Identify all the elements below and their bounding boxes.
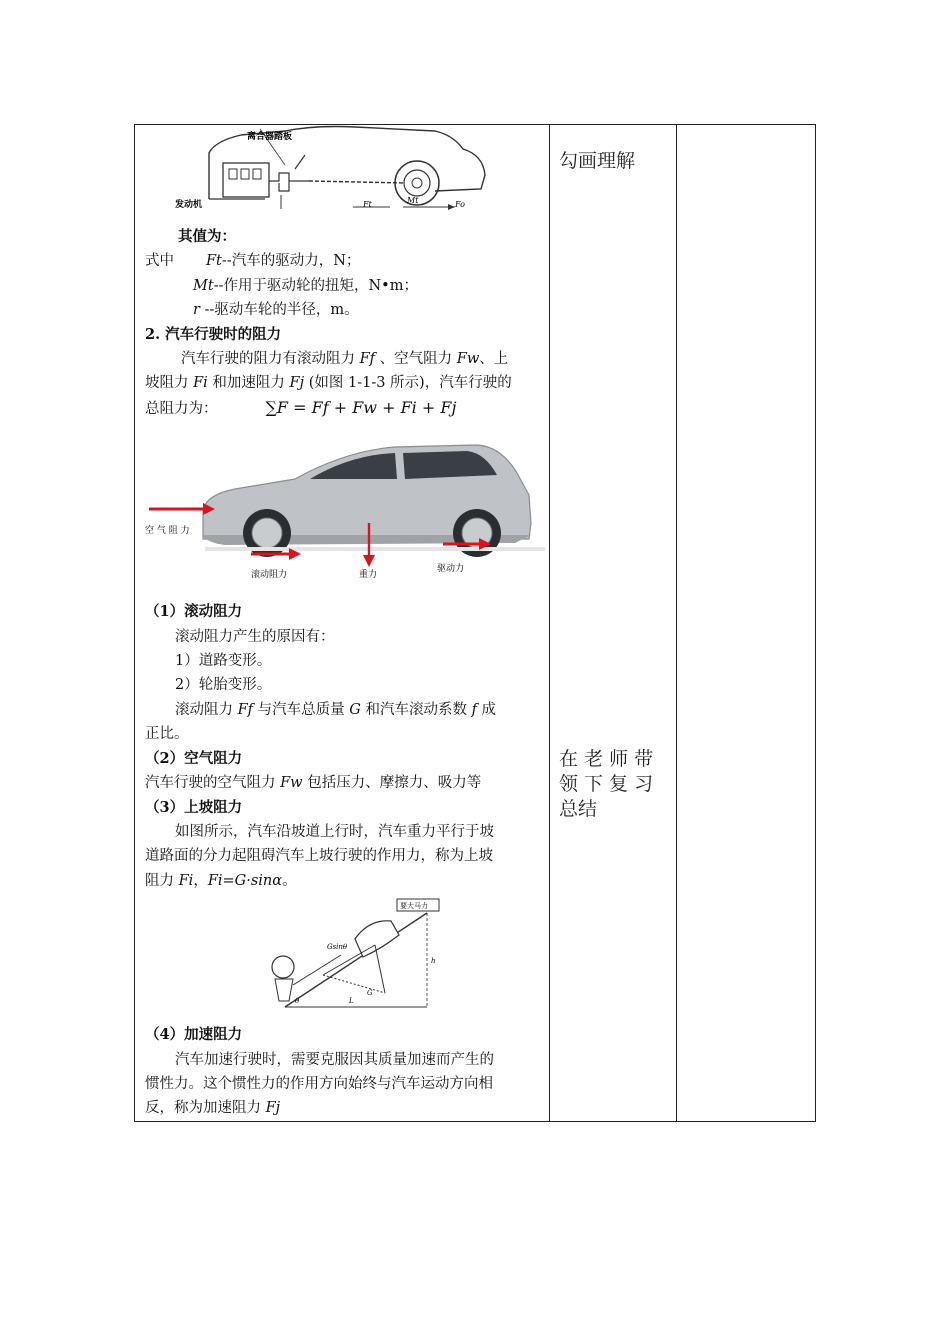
r-description: --驱动车轮的半径，m。 <box>199 302 359 319</box>
text-span: 和汽车滚动系数 <box>360 701 472 718</box>
total-resistance-formula: ∑F = Ff + Fw + Fi + Fj <box>265 397 457 417</box>
engine-label: 发动机 <box>175 200 203 210</box>
drivetrain-diagram <box>145 125 545 217</box>
text-span: 与汽车总质量 <box>253 701 350 718</box>
side-note-review <box>559 747 653 822</box>
side-note-line: 领 下 复 习 <box>559 773 654 795</box>
r-symbol: r <box>193 302 200 319</box>
side-note-line: 总结 <box>559 798 598 820</box>
para1-line1 <box>145 347 543 371</box>
where-prefix: 式中 <box>145 253 174 270</box>
r-definition <box>145 298 543 322</box>
sub4-line1: 汽车加速行驶时，需要克服因其质量加速而产生的 <box>175 1051 494 1068</box>
lesson-table <box>134 124 816 1122</box>
column-divider <box>676 125 677 1121</box>
content-column <box>145 125 543 1121</box>
values-heading: 其值为： <box>178 228 236 245</box>
mt-symbol: Mt <box>193 277 214 294</box>
side-note-understand: 勾画理解 <box>559 150 636 172</box>
ff-symbol: Ff <box>237 701 254 718</box>
column-divider <box>549 125 550 1121</box>
para1-line3 <box>145 396 543 421</box>
text-span: 总阻力为： <box>145 400 218 417</box>
g-label: G <box>367 989 373 998</box>
text-span: 。 <box>282 872 297 889</box>
mt-description: --作用于驱动轮的扭矩，N•m； <box>213 277 418 294</box>
text-span: 反，称为加速阻力 <box>145 1100 266 1117</box>
mt-definition <box>145 274 543 298</box>
ft-description: --汽车的驱动力，N； <box>221 253 361 270</box>
sub2-line <box>145 771 543 795</box>
fi-symbol: Fi <box>178 872 194 889</box>
h-label: h <box>431 957 436 966</box>
sub1-cause: 滚动阻力产生的原因有： <box>175 628 335 645</box>
slope-diagram <box>145 897 545 1015</box>
rolling-resistance-label: 滚动阻力 <box>251 570 288 581</box>
sub4-line3 <box>145 1096 543 1120</box>
fj-symbol: Fj <box>265 1100 281 1117</box>
text-span: 、空气阻力 <box>375 351 457 368</box>
fo-label: Fo <box>455 200 465 209</box>
text-span: 坡阻力 <box>145 375 194 392</box>
air-resistance-label: 空 气 阻 力 <box>145 526 190 537</box>
ff-symbol: Ff <box>359 351 376 368</box>
text-span: 汽车行驶的空气阻力 <box>145 775 281 792</box>
car-forces-figure <box>145 423 545 583</box>
gsin-label: Gsinθ <box>327 943 348 952</box>
fi-symbol: Fi <box>193 375 208 392</box>
sub1-line2: 正比。 <box>145 726 189 743</box>
drive-force-label: 驱动力 <box>437 564 465 575</box>
slope-formula: Fi=G·sinα <box>207 872 283 889</box>
text-span: 成 <box>476 701 497 718</box>
ft-symbol: Ft <box>206 253 222 270</box>
sub1-item2: 2）轮胎变形。 <box>175 677 272 694</box>
text-span: 汽车行驶的阻力有滚动阻力 <box>181 351 360 368</box>
sub4-line2: 惯性力。这个惯性力的作用方向始终与汽车运动方向相 <box>145 1075 493 1092</box>
side-note-line: 在 老 师 带 <box>559 748 654 770</box>
text-span: 包括压力、摩擦力、吸力等 <box>302 775 482 792</box>
f-symbol: f <box>471 701 477 718</box>
text-span: (如图 1-1-3 所示)，汽车行驶的 <box>304 375 512 392</box>
sub3-line3 <box>145 869 543 893</box>
fw-symbol: Fw <box>280 775 303 792</box>
sub1-line1 <box>145 698 543 722</box>
sub3-line2: 道路面的分力起阻碍汽车上坡行驶的作用力，称为上坡 <box>145 848 493 865</box>
g-symbol: G <box>349 701 361 718</box>
text-span: 、上 <box>479 351 509 368</box>
fj-symbol: Fj <box>289 375 305 392</box>
ft-definition <box>145 249 543 273</box>
gravity-label: 重力 <box>359 570 378 581</box>
para1-line2 <box>145 371 543 395</box>
text-span: 阻力 <box>145 872 179 889</box>
sub1-item1: 1）道路变形。 <box>175 653 272 670</box>
l-label: L <box>349 997 354 1006</box>
sub4-title: （4）加速阻力 <box>145 1026 243 1044</box>
ft-label: Ft <box>363 200 372 209</box>
slope-bubble-text: 要大马力 <box>400 902 428 911</box>
clutch-label: 离合器踏板 <box>247 132 293 142</box>
sub2-title: （2）空气阻力 <box>145 749 243 767</box>
fw-symbol: Fw <box>456 351 480 368</box>
section2-title: 2. 汽车行驶时的阻力 <box>145 325 282 343</box>
sub1-title: （1）滚动阻力 <box>145 603 243 621</box>
theta-label: θ <box>295 997 300 1006</box>
text-span: ， <box>193 872 208 889</box>
sub3-title: （3）上坡阻力 <box>145 798 243 816</box>
text-span: 和加速阻力 <box>207 375 290 392</box>
text-span: 滚动阻力 <box>175 701 238 718</box>
sub3-line1: 如图所示，汽车沿坡道上行时，汽车重力平行于坡 <box>175 823 494 840</box>
mt-label: Mt <box>407 196 419 205</box>
